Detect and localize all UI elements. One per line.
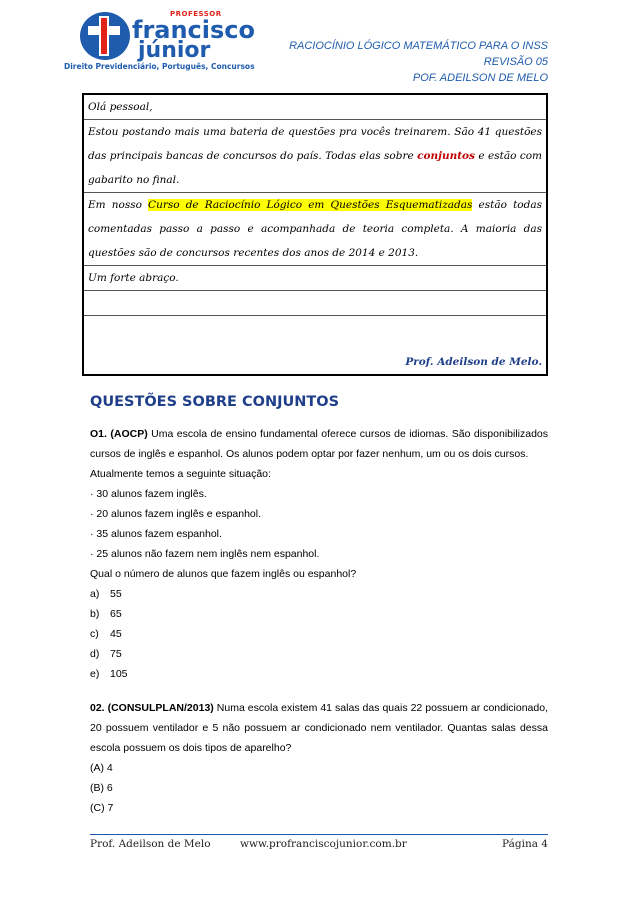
logo-professor: PROFESSOR [170,10,222,18]
highlight-conjuntos: conjuntos [417,150,475,162]
logo-tagline: Direito Previdenciário, Português, Concursos [64,62,255,71]
footer-divider [90,834,548,835]
header-author: POF. ADEILSON DE MELO [412,72,548,84]
intro-closing: Um forte abraço. [84,266,546,291]
option-B: (B) 6 [90,782,113,794]
footer-website[interactable]: www.profranciscojunior.com.br [240,838,407,850]
question-1-prompt: Qual o número de alunos que fazem inglês ou espanhol? [90,568,357,580]
header-course: RACIOCÍNIO LÓGICO MATEMÁTICO PARA O INSS [289,40,548,52]
logo-name-last: júnior [138,38,211,63]
question-1: O1. (AOCP) Uma escola de ensino fundamental oferece cursos de idiomas. São disponibilizados cursos de inglês e espanhol. Os alunos podem optar por fazer nenhum, um ou os dois cursos. [90,428,549,460]
question-1-item: · 20 alunos fazem inglês e espanhol. [90,508,262,520]
header-revision: REVISÃO 05 [483,56,548,68]
question-1-item: · 35 alunos fazem espanhol. [90,528,222,540]
logo-name-first: francisco [132,16,256,44]
page-header [289,38,548,86]
footer-page-number: Página 4 [502,838,548,850]
logo-cross-icon [78,10,132,62]
question-2-number: 02. (CONSULPLAN/2013) [90,702,214,714]
question-1-item: · 30 alunos fazem inglês. [90,488,207,500]
signature: Prof. Adeilson de Melo. [405,356,542,368]
course-link[interactable]: Curso de Raciocínio Lógico em Questões Esquematizadas [148,199,473,211]
intro-paragraph-1: Estou postando mais uma bateria de questões pra vocês treinarem. São 41 questões das principais bancas de concursos do país. Todas elas sobre conjuntos e estão com gabarito no final. [84,120,546,193]
option-d: d) 75 [90,648,122,660]
question-2: 02. (CONSULPLAN/2013) Numa escola existem 41 salas das quais 22 possuem ar condicionado, 20 possuem ventilador e 5 não possuem ar condicionado nem ventilador. Quantas salas dessa escola possuem os dois tipos de aparelho? [90,702,548,754]
option-c: c) 45 [90,628,122,640]
intro-blank-line [84,291,546,316]
option-b: b) 65 [90,608,122,620]
option-a: a) 55 [90,588,122,600]
question-1-number: O1. (AOCP) [90,428,148,440]
option-e: e) 105 [90,668,128,680]
section-title: QUESTÕES SOBRE CONJUNTOS [90,394,340,410]
intro-paragraph-2: Em nosso Curso de Raciocínio Lógico em Questões Esquematizadas estão todas comentadas passo a passo e acompanhada de teoria completa. A maioria das questões são de concursos recentes dos anos de 2014 e 2013. [84,193,546,266]
logo [60,6,256,72]
option-C: (C) 7 [90,802,114,814]
question-1-situation: Atualmente temos a seguinte situação: [90,468,271,480]
questions [90,424,548,818]
question-1-item: · 25 alunos não fazem nem inglês nem espanhol. [90,548,320,560]
option-A: (A) 4 [90,762,113,774]
footer-author: Prof. Adeilson de Melo [90,838,211,850]
intro-greeting: Olá pessoal, [84,95,546,120]
intro-box [82,93,548,376]
